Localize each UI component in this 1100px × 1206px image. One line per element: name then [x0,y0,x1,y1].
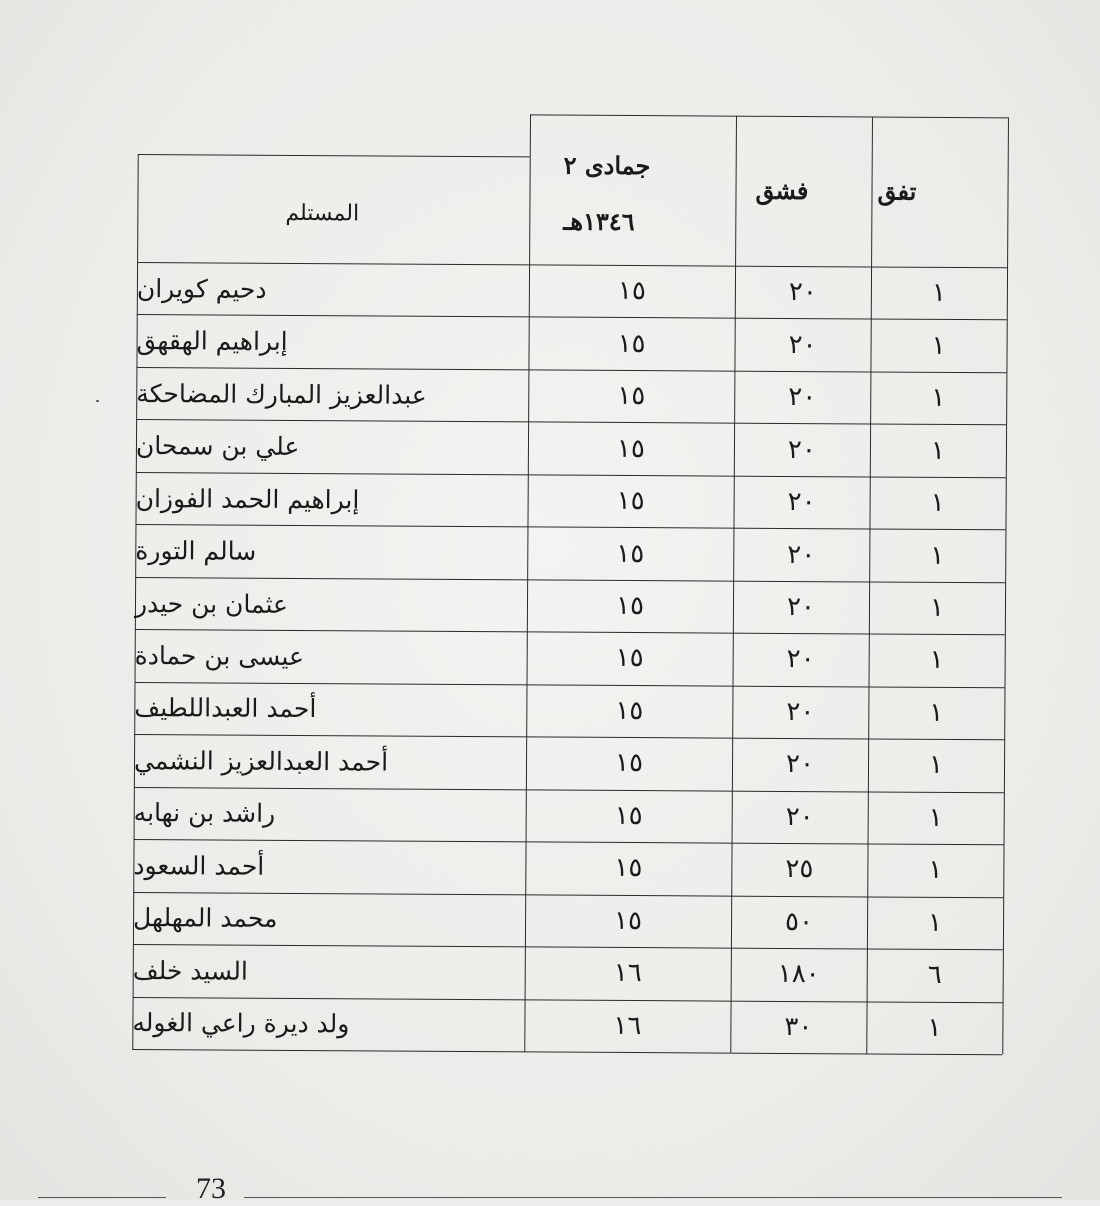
tafaq-value: ٦ [927,960,942,991]
table-row [132,997,1002,1055]
table-top-border [530,114,1008,118]
fashq-value: ٢٠ [785,749,815,780]
fashq-value: ١٨٠ [777,959,820,990]
table-row [136,314,1006,372]
table-row [134,682,1004,740]
jumada-value: ١٥ [616,486,645,517]
tafaq-value: ١ [930,487,945,519]
recipient-name: عيسى بن حمادة [134,640,305,672]
fashq-value: ٣٠ [784,1011,813,1042]
table-row [133,944,1003,1002]
recipient-name: أحمد العبداللطيف [134,693,317,724]
jumada-value: ١٥ [615,695,644,727]
tafaq-value: ١ [930,435,946,466]
fashq-value: ٢٠ [787,539,816,570]
jumada-value: ١٥ [614,748,644,779]
header-fashq: فشق [755,175,809,206]
fashq-value: ٢٥ [785,854,814,885]
fashq-value: ٢٠ [786,696,815,728]
jumada-value: ١٥ [614,800,643,831]
header-recipient: المستلم [285,200,360,227]
jumada-value: ١٦ [613,1010,642,1041]
header-jumada-month: جمادى ٢ [563,150,651,181]
fashq-value: ٢٠ [787,487,816,518]
jumada-value: ١٥ [616,433,646,464]
table-row [135,524,1005,582]
recipient-name: إبراهيم الهقهق [136,326,288,357]
fashq-value: ٢٠ [786,591,816,623]
tafaq-value: ١ [931,382,946,414]
table-row [136,419,1006,477]
table-row [134,734,1004,792]
paper-speck [96,400,99,402]
jumada-value: ١٥ [615,643,644,674]
jumada-value: ١٥ [617,328,646,359]
table-row [135,577,1005,635]
fashq-value: ٢٠ [788,382,817,413]
recipient-name: راشد بن نهابه [133,798,276,829]
header-tafaq: تفق [877,176,917,206]
recipient-name: إبراهيم الحمد الفوزان [135,483,360,514]
tafaq-value: ١ [929,697,944,728]
recipient-name: عثمان بن حيدر [134,588,289,619]
recipient-name: دحيم كويران [136,273,267,304]
ledger-table [132,112,1008,1054]
recipient-name: أحمد السعود [133,850,265,881]
tafaq-value: ١ [927,1012,942,1043]
fashq-value: ٢٠ [786,644,815,675]
fashq-value: ٥٠ [785,906,814,937]
footer-rule-right [244,1197,1062,1198]
tafaq-value: ١ [928,855,943,886]
table-row [137,262,1007,320]
footer-rule-left [38,1197,166,1198]
jumada-value: ١٦ [613,958,642,989]
table-row [133,839,1003,897]
tafaq-value: ١ [930,540,945,571]
table-row [133,892,1003,950]
table-row [135,472,1005,530]
recipient-name: السيد خلف [132,955,248,986]
recipient-name: سالم التورة [135,536,257,566]
recipient-name: ولد ديرة راعي الغوله [132,1008,350,1039]
table-row [135,629,1005,687]
tafaq-value: ١ [929,645,944,676]
recipient-name: عبدالعزيز المبارك المضاحكة [136,378,427,410]
fashq-value: ٢٠ [788,277,817,308]
jumada-value: ١٥ [614,905,643,936]
table-top-border [138,154,530,157]
fashq-value: ٢٠ [785,801,814,833]
tafaq-value: ١ [929,592,945,623]
jumada-value: ١٥ [617,381,646,412]
fashq-value: ٢٠ [788,329,817,360]
page-number: 73 [196,1172,226,1205]
jumada-value: ١٥ [615,590,645,622]
header-jumada-year: ١٣٤٦هـ [563,206,635,237]
jumada-value: ١٥ [614,853,643,884]
tafaq-value: ١ [927,907,943,938]
tafaq-value: ١ [928,750,944,781]
tafaq-value: ١ [931,278,946,309]
recipient-name: أحمد العبدالعزيز النشمي [133,745,389,777]
recipient-name: علي بن سمحان [135,431,300,462]
table-row [136,367,1006,425]
recipient-name: محمد المهلهل [132,903,278,934]
jumada-value: ١٥ [616,538,645,569]
tafaq-value: ١ [931,330,946,361]
tafaq-value: ١ [928,802,943,833]
fashq-value: ٢٠ [787,434,817,465]
table-row [134,787,1004,845]
jumada-value: ١٥ [617,276,646,307]
